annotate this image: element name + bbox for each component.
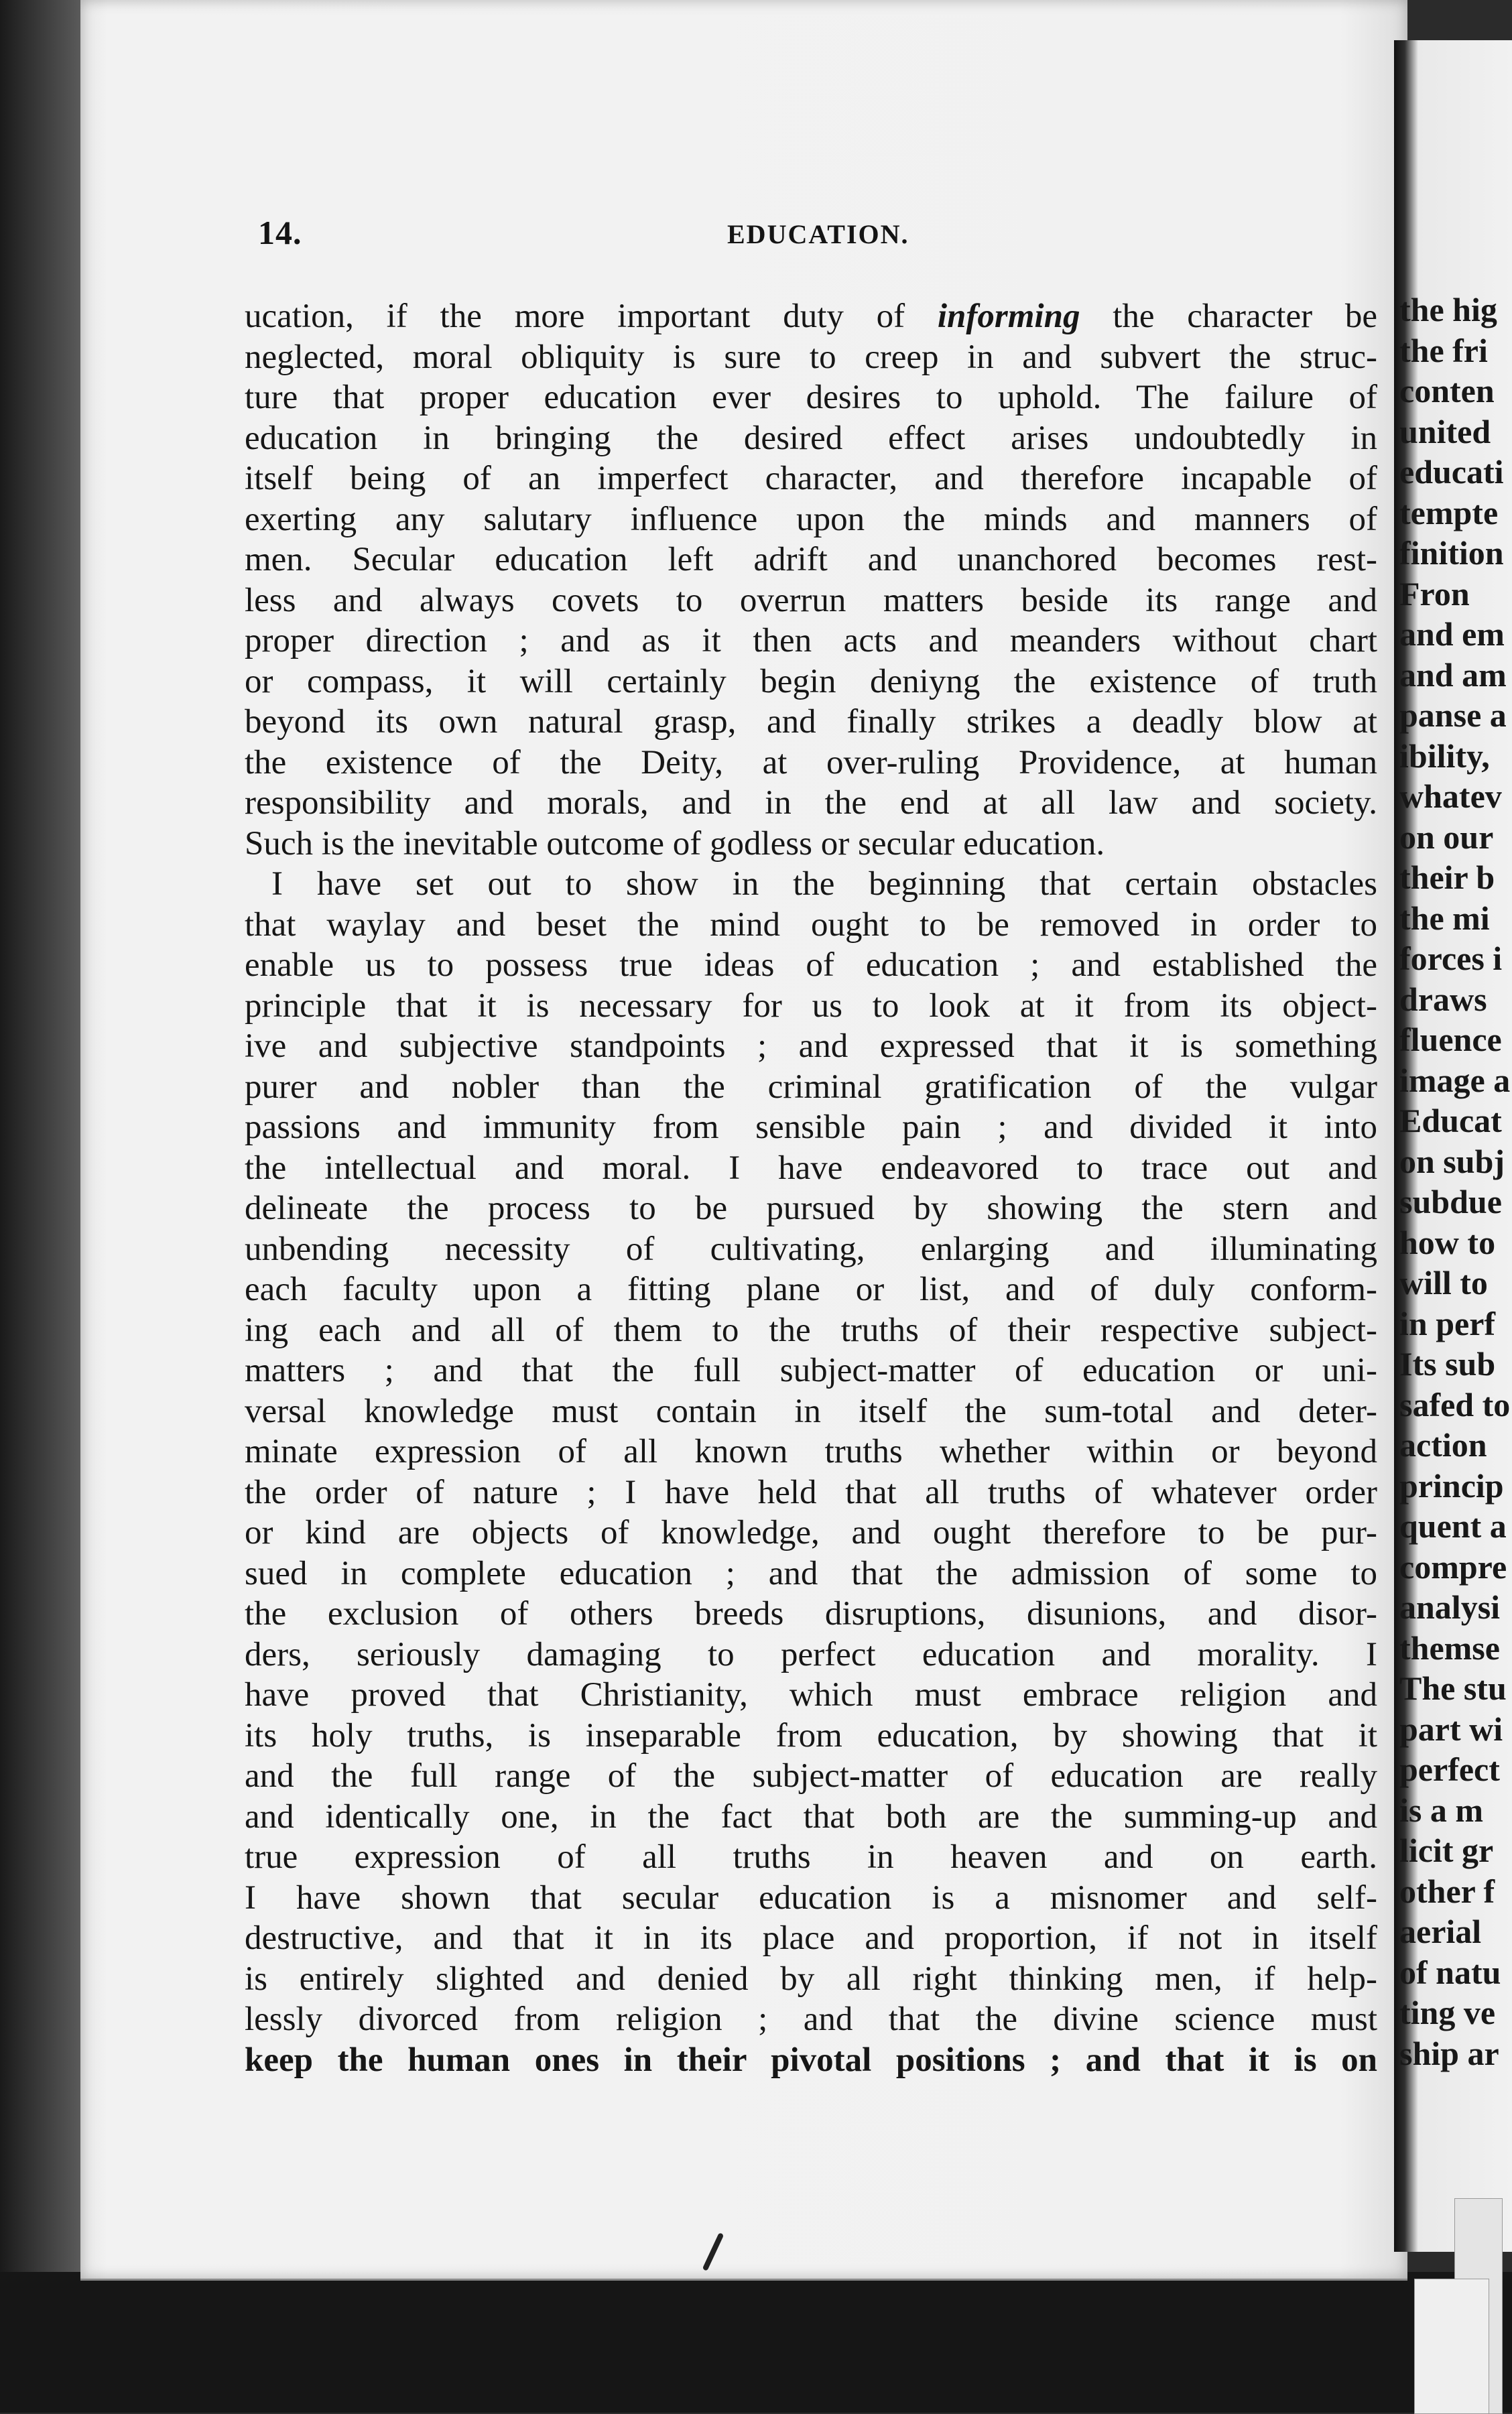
facing-page-fragment: educati [1399,453,1504,491]
facing-page-fragment: analysi [1399,1588,1501,1626]
text-line-content: or compass, it will certainly begin deniyng the existence of truth [245,662,1377,700]
text-line-content: and the full range of the subject-matter of education are really [245,1757,1377,1795]
text-line [245,864,1377,905]
facing-page-fragment: Fron [1399,574,1470,613]
text-line-content: neglected, moral obliquity is sure to creep in and subvert the struc- [245,338,1377,376]
text-line-content: enable us to possess true ideas of education ; and established the [245,946,1377,984]
facing-page-fragment: perfect [1399,1751,1500,1788]
facing-page-fragment: in perf [1399,1304,1496,1342]
text-line-content: that waylay and beset the mind ought to be removed in order to [245,905,1377,944]
text-line-content: less and always covets to overrun matters beside its range and [245,581,1377,619]
text-line-content: lessly divorced from religion ; and that the divine science must [245,2000,1377,2038]
text-line [245,1472,1377,1513]
text-line-content: Such is the inevitable outcome of godless or secular education. [245,824,1105,863]
facing-page-fragment: action [1399,1426,1487,1464]
text-line-content: delineate the process to be pursued by showing the stern and [245,1190,1377,1227]
facing-page-fragment: The stu [1399,1669,1507,1707]
text-line [245,296,1377,337]
text-line [245,1269,1377,1310]
text-line-content: men. Secular education left adrift and unanchored becomes rest- [245,541,1377,578]
text-line [245,1959,1377,2000]
facing-page-fragment: the fri [1399,331,1488,369]
text-line-content: ders, seriously damaging to perfect education and morality. I [245,1635,1377,1673]
text-line-content: the exclusion of others breeds disruptions, disunions, and disor- [245,1595,1377,1633]
facing-page-fragment: image a [1399,1061,1511,1099]
text-line [245,1594,1377,1635]
facing-page-fragment: forces i [1399,940,1503,977]
text-line [245,1999,1377,2040]
facing-page-fragment: whatev [1399,777,1502,815]
text-line-content: matters ; and that the full subject-matter of education or uni- [245,1352,1377,1389]
text-line [245,621,1377,661]
text-line [245,743,1377,783]
text-line [245,580,1377,621]
text-line [245,1026,1377,1067]
text-line-content: passions and immunity from sensible pain ; and divided it into [245,1108,1377,1146]
text-line [245,783,1377,824]
facing-page-fragment: the hig [1399,291,1497,328]
text-line-content: sued in complete education ; and that the admission of some to [245,1554,1377,1592]
facing-page-fragment: conten [1399,372,1495,409]
text-line [245,2040,1377,2081]
text-line [245,1553,1377,1594]
facing-page-fragment: united [1399,412,1491,450]
facing-page-fragment: on our [1399,818,1494,856]
text-line [245,1878,1377,1919]
text-line-content: responsibility and morals, and in the end at all law and society. [245,784,1377,822]
text-line [245,1918,1377,1959]
facing-page-fragment: the mi [1399,899,1490,937]
facing-page-fragment: Its sub [1399,1345,1496,1383]
text-line [245,986,1377,1027]
facing-page-fragment: licit gr [1399,1832,1494,1869]
text-line [245,1229,1377,1270]
text-line [245,945,1377,986]
page-number: 14. [258,214,302,251]
text-line-content: I have set out to show in the beginning that certain obstacles [271,865,1377,903]
text-line-content: keep the human ones in their pivotal positions ; and that it is on [245,2041,1377,2079]
text-line [245,1432,1377,1472]
text-line [245,499,1377,540]
facing-page-fragment: safed to [1399,1385,1511,1423]
text-line [245,1675,1377,1716]
text-line-content: each faculty upon a fitting plane or list, and of duly conform- [245,1271,1377,1308]
facing-page-fragment: and am [1399,655,1507,694]
text-line-content: education in bringing the desired effect arises undoubtedly in [245,419,1377,457]
text-line [245,1837,1377,1878]
paper-tab-front [1414,2279,1489,2414]
text-line [245,702,1377,743]
text-line-content: and identically one, in the fact that both are the summing-up and [245,1797,1377,1836]
text-line-content: true expression of all truths in heaven and on earth. [245,1838,1377,1876]
facing-page-strip [1394,40,1512,2252]
text-line [245,377,1377,418]
text-line [245,1188,1377,1229]
text-line-content: its holy truths, is inseparable from education, by showing that it [245,1716,1377,1755]
facing-page-fragment: Educat [1399,1102,1502,1139]
text-line [245,1513,1377,1553]
text-line [245,1148,1377,1189]
text-line-content: versal knowledge must contain in itself the sum-total and deter- [245,1392,1377,1430]
facing-page-fragment: ting ve [1399,1994,1496,2031]
facing-page-fragment: draws [1399,980,1487,1018]
running-head [258,213,1411,260]
facing-page-fragment: compre [1399,1547,1507,1586]
text-line-content: proper direction ; and as it then acts and meanders without chart [245,622,1377,659]
text-line [245,337,1377,378]
text-line [245,824,1377,865]
facing-page-fragment: and em [1399,615,1505,653]
text-line [245,905,1377,946]
text-line [245,1067,1377,1108]
text-line [245,1350,1377,1391]
page-title: EDUCATION. [727,219,909,249]
facing-page-fragment: is a m [1399,1791,1483,1829]
facing-page-fragment: aerial [1399,1913,1482,1950]
text-line-content: the existence of the Deity, at over-ruling Providence, at human [245,743,1377,781]
facing-page-fragment: of natu [1399,1953,1501,1991]
text-line [245,458,1377,499]
text-line [245,661,1377,702]
text-line-content: have proved that Christianity, which must embrace religion and [245,1676,1377,1714]
text-line-content: principle that it is necessary for us to look at it from its object- [245,987,1377,1025]
text-line-content: ive and subjective standpoints ; and expressed that it is something [245,1027,1377,1065]
text-line-content: is entirely slighted and denied by all right thinking men, if help- [245,1960,1377,1998]
facing-page-fragment: will to [1399,1264,1488,1301]
facing-page-fragment: tempte [1399,493,1499,531]
text-line-content: exerting any salutary influence upon the minds and manners of [245,500,1377,538]
facing-page-fragment: how to [1399,1223,1496,1261]
text-line-content: unbending necessity of cultivating, enlarging and illuminating [245,1230,1377,1268]
facing-page-fragment: princip [1399,1466,1504,1505]
facing-page-fragment: on subj [1399,1142,1505,1180]
text-line-content: destructive, and that it in its place and proportion, if not in itself [245,1919,1377,1957]
text-line-content: ing each and all of them to the truths of their respective subject- [245,1311,1377,1349]
text-line-content: ture that proper education ever desires to uphold. The failure of [245,379,1377,416]
facing-page-fragment: their b [1399,859,1495,896]
text-line [245,539,1377,580]
facing-page-fragment: subdue [1399,1183,1502,1220]
text-line [245,1797,1377,1838]
text-line-content: the intellectual and moral. I have endeavored to trace out and [245,1149,1377,1187]
text-line [245,1756,1377,1797]
text-line-content: ucation, if the more important duty of [245,298,938,335]
facing-page-fragment: ibility, [1399,737,1490,775]
facing-page-fragment: finition [1399,534,1504,572]
text-line [245,1310,1377,1351]
emphasized-word: informing [937,298,1080,335]
body-text [245,296,1377,2080]
facing-page-fragment: other f [1399,1872,1495,1910]
facing-page-fragment: themse [1399,1629,1500,1667]
facing-page-fragment: part wi [1399,1710,1503,1748]
text-line [245,1391,1377,1432]
facing-page-fragment: panse a [1399,696,1507,734]
text-line-content: or kind are objects of knowledge, and ought therefore to be pur- [245,1514,1377,1551]
text-line-content: the order of nature ; I have held that all truths of whatever order [245,1473,1377,1511]
text-line [245,418,1377,459]
facing-page-fragment: ship ar [1399,2034,1499,2072]
text-line-content: beyond its own natural grasp, and finally strikes a deadly blow at [245,703,1377,741]
facing-page-fragment: quent a [1399,1507,1507,1545]
text-line-content: itself being of an imperfect character, and therefore incapable of [245,460,1377,497]
text-line-tail: the character be [1080,298,1377,335]
text-line-content: purer and nobler than the criminal gratification of the vulgar [245,1068,1377,1106]
text-line-content: minate expression of all known truths whether within or beyond [245,1433,1377,1470]
text-line [245,1716,1377,1757]
text-line [245,1107,1377,1148]
text-line [245,1635,1377,1675]
facing-page-fragment: fluence [1399,1021,1502,1058]
text-line-content: I have shown that secular education is a misnomer and self- [245,1879,1377,1917]
scanner-background-bottom [0,2272,1512,2413]
